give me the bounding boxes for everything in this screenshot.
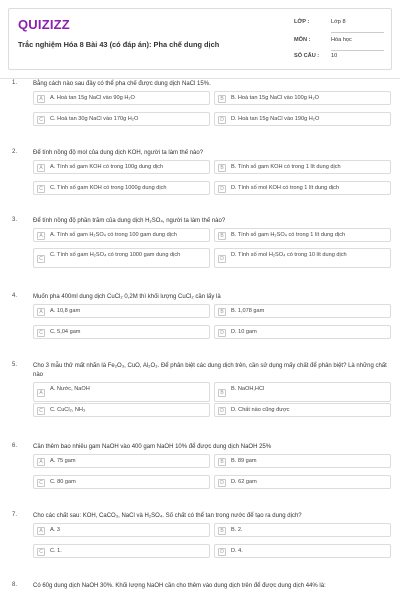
option-text: A. Tính số gam KOH có trong 100g dung dịch [50, 164, 164, 170]
option-text: A. 75 gam [50, 458, 76, 464]
option-text: C. Tính số gam H₂SO₄ có trong 1000 gam dung dịch [50, 252, 181, 258]
option-letter-badge: A [37, 232, 45, 240]
answer-option-b[interactable] [214, 382, 391, 402]
question-number: 3. [12, 217, 18, 223]
option-text: C. 5,04 gam [50, 329, 81, 335]
answer-option-a[interactable] [33, 228, 210, 242]
option-text: B. Tính số gam H₂SO₄ có trong 1 lít dung dịch [231, 232, 346, 238]
option-text: C. Hoà tan 30g NaCl vào 170g H₂O [50, 116, 139, 122]
quiz-header-card [8, 8, 392, 70]
meta-label: LỚP : [294, 19, 310, 25]
option-text: B. 2. [231, 527, 243, 533]
option-letter-badge: D [218, 479, 226, 487]
question-number: 6. [12, 443, 18, 449]
option-letter-badge: A [37, 95, 45, 103]
option-text: B. 1,078 gam [231, 308, 265, 314]
answer-option-c[interactable] [33, 325, 210, 339]
option-text: C. 80 gam [50, 479, 76, 485]
option-letter-badge: D [218, 548, 226, 556]
question-text: Cho 3 mẫu thử mất nhãn là Fe₂O₃, CuO, Al₂O₃. Để phân biệt các dung dịch trên, cần sử dụng mấy chất để phân biệt? Là những chất nào [33, 363, 387, 378]
option-text: A. Tính số gam H₂SO₄ có trong 100 gam dung dịch [50, 232, 177, 238]
option-letter-badge: B [218, 95, 226, 103]
option-letter-badge: C [37, 185, 45, 193]
option-letter-badge: D [218, 116, 226, 124]
option-text: A. 3 [50, 527, 60, 533]
answer-option-d[interactable] [214, 403, 391, 417]
meta-question-count [294, 49, 384, 67]
answer-option-b[interactable] [214, 160, 391, 174]
answer-option-a[interactable] [33, 160, 210, 174]
question-number: 2. [12, 149, 18, 155]
answer-option-a[interactable] [33, 304, 210, 318]
meta-value: Hóa học [331, 37, 352, 43]
answer-option-c[interactable] [33, 112, 210, 126]
question-text: Bằng cách nào sau đây có thể pha chế được dung dịch NaCl 15%. [33, 81, 211, 87]
option-letter-badge: B [218, 308, 226, 316]
question-text: Cần thêm bao nhiêu gam NaOH vào 400 gam NaOH 10% để được dung dịch NaOH 25% [33, 444, 272, 450]
option-letter-badge: D [218, 407, 226, 415]
option-letter-badge: D [218, 185, 226, 193]
option-letter-badge: B [218, 458, 226, 466]
option-letter-badge: C [37, 255, 45, 263]
meta-label: SỐ CÂU : [294, 53, 320, 59]
answer-option-d[interactable] [214, 112, 391, 126]
answer-option-a[interactable] [33, 454, 210, 468]
question-text: Để tính nồng độ mol của dung dịch KOH, người ta làm thế nào? [33, 150, 204, 156]
option-letter-badge: C [37, 329, 45, 337]
answer-option-b[interactable] [214, 523, 391, 537]
option-text: A. 10,8 gam [50, 308, 81, 314]
answer-option-d[interactable] [214, 475, 391, 489]
meta-value: 10 [331, 53, 338, 59]
option-text: D. Hoà tan 15g NaCl vào 190g H₂O [231, 116, 320, 122]
question-number: 1. [12, 80, 18, 86]
option-text: B. Tính số gam KOH có trong 1 lít dung dịch [231, 164, 341, 170]
option-text: C. Tính số gam KOH có trong 1000g dung dịch [50, 185, 167, 191]
option-text: D. 10 gam [231, 329, 257, 335]
answer-option-b[interactable] [214, 91, 391, 105]
option-text: D. 62 gam [231, 479, 257, 485]
answer-option-c[interactable] [33, 248, 210, 268]
answer-option-d[interactable] [214, 181, 391, 195]
answer-option-b[interactable] [214, 304, 391, 318]
question-text: Cho các chất sau: KOH, CaCO₃, NaCl và H₂SO₄. Số chất có thể tan trong nước để tạo ra dung dịch? [33, 513, 302, 519]
option-text: B. 89 gam [231, 458, 257, 464]
meta-grade [294, 15, 384, 33]
option-text: B. NaOH,HCl [231, 386, 265, 392]
option-letter-badge: C [37, 548, 45, 556]
answer-option-b[interactable] [214, 228, 391, 242]
option-text: A. Hoà tan 15g NaCl vào 90g H₂O [50, 95, 135, 101]
answer-option-a[interactable] [33, 382, 210, 402]
answer-option-c[interactable] [33, 544, 210, 558]
option-letter-badge: B [218, 232, 226, 240]
answer-option-c[interactable] [33, 475, 210, 489]
question-number: 4. [12, 293, 18, 299]
option-text: A. Nước, NaOH [50, 386, 90, 392]
quizizz-logo: QUIZIZZ [18, 17, 70, 32]
answer-option-c[interactable] [33, 181, 210, 195]
option-letter-badge: A [37, 389, 45, 397]
answer-option-b[interactable] [214, 454, 391, 468]
option-letter-badge: C [37, 116, 45, 124]
question-number: 5. [12, 362, 18, 368]
question-number: 7. [12, 512, 18, 518]
option-text: C. CuCl₂, NH₃ [50, 407, 86, 413]
question-text: Để tính nồng độ phần trăm của dung dịch H₂SO₄, người ta làm thế nào? [33, 218, 226, 224]
option-letter-badge: A [37, 308, 45, 316]
option-letter-badge: D [218, 329, 226, 337]
option-text: D. Chất nào cũng được [231, 407, 290, 413]
option-text: D. Tính số mol KOH có trong 1 lít dung dịch [231, 185, 340, 191]
option-text: D. Tính số mol H₂SO₄ có trong 10 lít dung dịch [231, 252, 347, 258]
option-letter-badge: B [218, 164, 226, 172]
option-letter-badge: B [218, 527, 226, 535]
option-letter-badge: A [37, 527, 45, 535]
header-divider [0, 78, 400, 79]
option-letter-badge: A [37, 458, 45, 466]
answer-option-c[interactable] [33, 403, 210, 417]
answer-option-a[interactable] [33, 523, 210, 537]
answer-option-d[interactable] [214, 325, 391, 339]
answer-option-d[interactable] [214, 248, 391, 268]
question-number: 8. [12, 582, 18, 588]
option-text: D. 4. [231, 548, 243, 554]
meta-label: MÔN : [294, 37, 311, 43]
option-letter-badge: D [218, 255, 226, 263]
meta-value: Lớp 8 [331, 19, 346, 25]
answer-option-a[interactable] [33, 91, 210, 105]
option-text: B. Hoà tan 15g NaCl vào 100g H₂O [231, 95, 319, 101]
quiz-title: Trắc nghiệm Hóa 8 Bài 43 (có đáp án): Pha chế dung dịch [18, 40, 220, 49]
option-letter-badge: B [218, 389, 226, 397]
answer-option-d[interactable] [214, 544, 391, 558]
option-letter-badge: A [37, 164, 45, 172]
option-letter-badge: C [37, 407, 45, 415]
question-text: Muốn pha 400ml dung dịch CuCl₂ 0,2M thì khối lượng CuCl₂ cần lấy là [33, 294, 221, 300]
option-letter-badge: C [37, 479, 45, 487]
option-text: C. 1. [50, 548, 62, 554]
question-text: Có 60g dung dịch NaOH 30%. Khối lượng NaOH cần cho thêm vào dung dịch trên để được dung dịch 44% là: [33, 583, 326, 589]
